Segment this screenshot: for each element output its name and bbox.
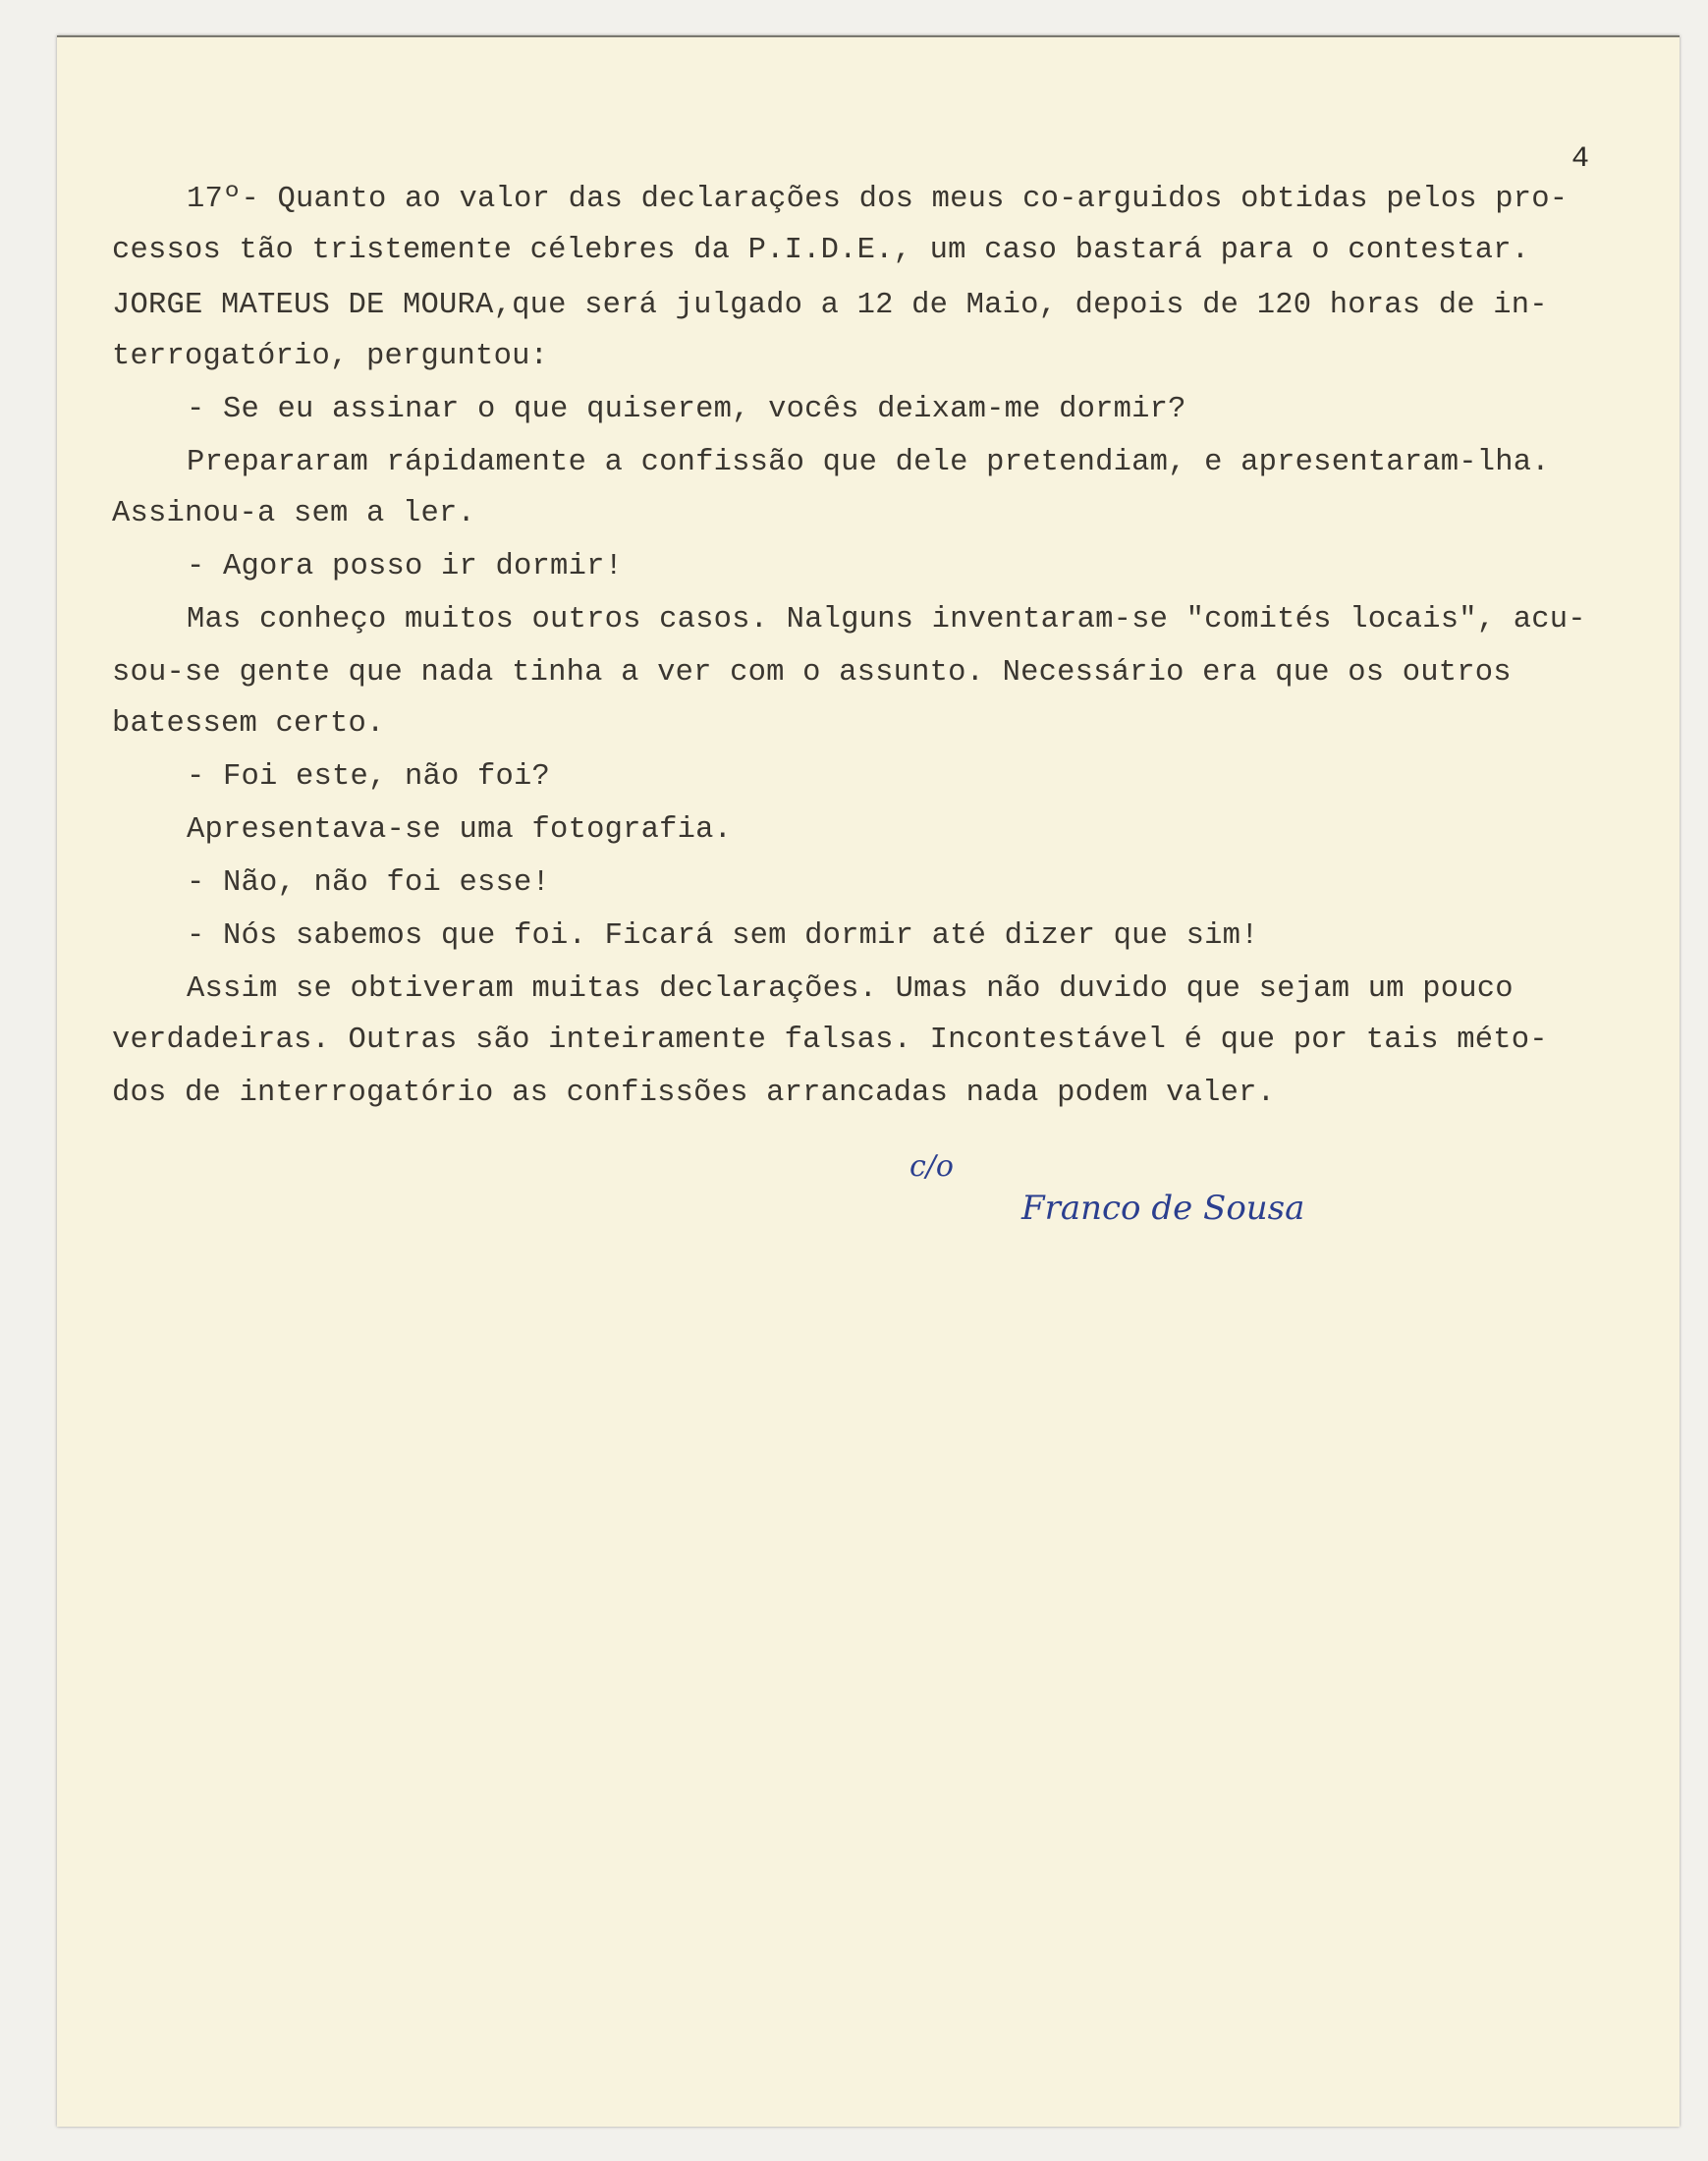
- text-line: dos de interrogatório as confissões arrancadas nada podem valer.: [112, 1077, 1276, 1110]
- text-line: cessos tão tristemente célebres da P.I.D.E., um caso bastará para o contestar.: [112, 234, 1530, 267]
- text-line: Mas conheço muitos outros casos. Nalguns inventaram-se "comités locais", acu-: [187, 603, 1586, 637]
- signature-cc: c/o: [909, 1149, 954, 1184]
- text-line: - Não, não foi esse!: [187, 866, 551, 900]
- text-line: JORGE MATEUS DE MOURA,que será julgado a 12 de Maio, depois de 120 horas de in-: [112, 289, 1548, 322]
- text-line: verdadeiras. Outras são inteiramente falsas. Incontestável é que por tais méto-: [112, 1024, 1548, 1057]
- text-line: 17º- Quanto ao valor das declarações dos meus co-arguidos obtidas pelos pro-: [187, 183, 1569, 216]
- text-line: - Foi este, não foi?: [187, 760, 551, 794]
- page-number: 4: [1571, 142, 1590, 176]
- text-line: Prepararam rápidamente a confissão que dele pretendiam, e apresentaram-lha.: [187, 446, 1550, 479]
- text-line: - Agora posso ir dormir!: [187, 550, 624, 583]
- text-line: sou-se gente que nada tinha a ver com o assunto. Necessário era que os outros: [112, 656, 1512, 690]
- handwritten-signature: Franco de Sousa: [1021, 1189, 1305, 1228]
- text-line: Assinou-a sem a ler.: [112, 497, 476, 530]
- text-line: - Nós sabemos que foi. Ficará sem dormir até dizer que sim!: [187, 919, 1259, 953]
- text-line: - Se eu assinar o que quiserem, vocês deixam-me dormir?: [187, 393, 1186, 426]
- text-line: Apresentava-se uma fotografia.: [187, 813, 733, 847]
- text-line: terrogatório, perguntou:: [112, 340, 549, 373]
- text-line: Assim se obtiveram muitas declarações. Umas não duvido que sejam um pouco: [187, 972, 1514, 1006]
- text-line: batessem certo.: [112, 707, 385, 741]
